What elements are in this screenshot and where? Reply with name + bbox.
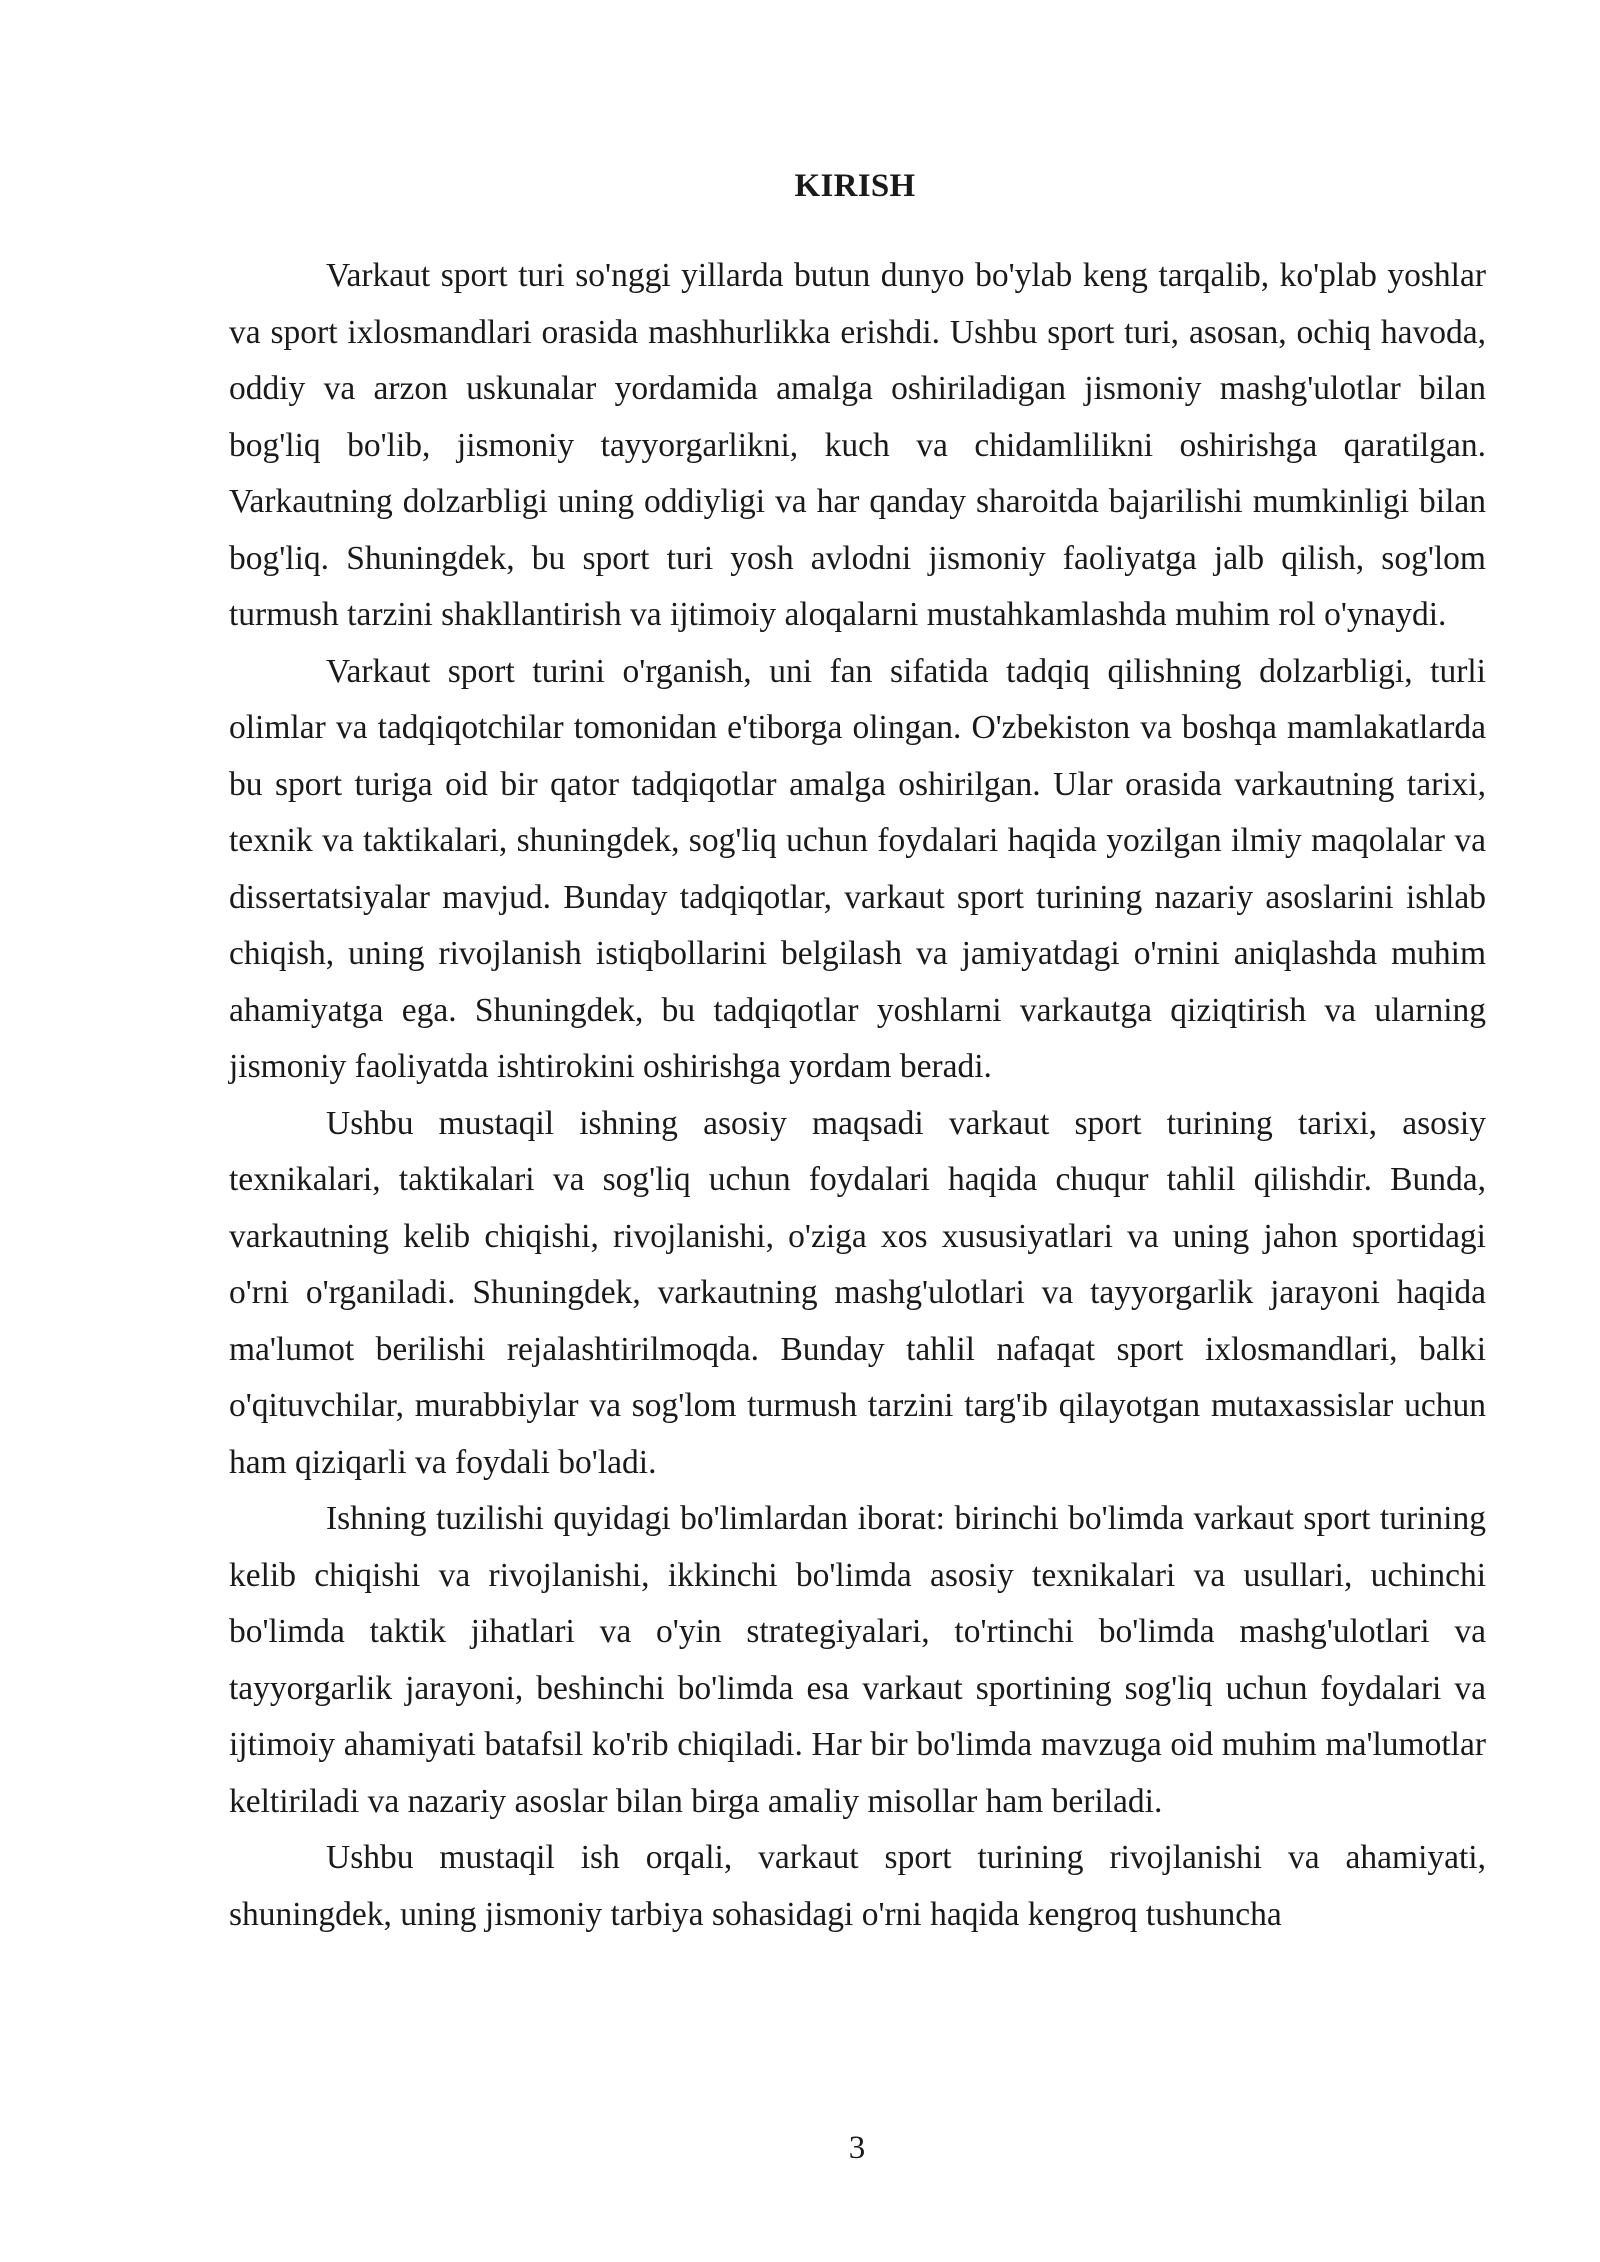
page-title: KIRISH — [794, 168, 916, 204]
page-number: 3 — [848, 2130, 866, 2166]
body-text — [229, 248, 1486, 1943]
paragraph-2: Varkaut sport turini o'rganish, uni fan sifatida tadqiq qilishning dolzarbligi, turli olimlar va tadqiqotchilar tomonidan e'tiborga olingan. O'zbekiston va boshqa mamlakatlarda bu sport turiga oid bir qator tadqiqotlar amalga oshirilgan. Ular orasida varkautning tarixi, texnik va taktikalari, shuningdek, sog'liq uchun foydalari haqida yozilgan ilmiy maqolalar va dissertatsiyalar mavjud. Bunday tadqiqotlar, varkaut sport turining nazariy asoslarini ishlab chiqish, uning rivojlanish istiqbollarini belgilash va jamiyatdagi o'rnini aniqlashda muhim ahamiyatga ega. Shuningdek, bu tadqiqotlar yoshlarni varkautga qiziqtirish va ularning jismoniy faoliyatda ishtirokini oshirishga yordam beradi. — [229, 652, 1486, 1085]
paragraph-5: Ushbu mustaqil ish orqali, varkaut sport turining rivojlanishi va ahamiyati, shuningdek, uning jismoniy tarbiya sohasidagi o'rni haqida kengroq tushuncha — [229, 1839, 1486, 1933]
paragraph-4: Ishning tuzilishi quyidagi bo'limlardan iborat: birinchi bo'limda varkaut sport turining kelib chiqishi va rivojlanishi, ikkinchi bo'limda asosiy texnikalari va usullari, uchinchi bo'limda taktik jihatlari va o'yin strategiyalari, to'rtinchi bo'limda mashg'ulotlari va tayyorgarlik jarayoni, beshinchi bo'limda esa varkaut sportining sog'liq uchun foydalari va ijtimoiy ahamiyati batafsil ko'rib chiqiladi. Har bir bo'limda mavzuga oid muhim ma'lumotlar keltiriladi va nazariy asoslar bilan birga amaliy misollar ham beriladi. — [229, 1500, 1486, 1820]
paragraph-3: Ushbu mustaqil ishning asosiy maqsadi varkaut sport turining tarixi, asosiy texnikalari, taktikalari va sog'liq uchun foydalari haqida chuqur tahlil qilishdir. Bunda, varkautning kelib chiqishi, rivojlanishi, o'ziga xos xususiyatlari va uning jahon sportidagi o'rni o'rganiladi. Shuningdek, varkautning mashg'ulotlari va tayyorgarlik jarayoni haqida ma'lumot berilishi rejalashtirilmoqda. Bunday tahlil nafaqat sport ixlosmandlari, balki o'qituvchilar, murabbiylar va sog'lom turmush tarzini targ'ib qilayotgan mutaxassislar uchun ham qiziqarli va foydali bo'ladi. — [229, 1104, 1486, 1481]
paragraph-1: Varkaut sport turi so'nggi yillarda butun dunyo bo'ylab keng tarqalib, ko'plab yoshlar va sport ixlosmandlari orasida mashhurlikka erishdi. Ushbu sport turi, asosan, ochiq havoda, oddiy va arzon uskunalar yordamida amalga oshiriladigan jismoniy mashg'ulotlar bilan bog'liq bo'lib, jismoniy tayyorgarlikni, kuch va chidamlilikni oshirishga qaratilgan. Varkautning dolzarbligi uning oddiyligi va har qanday sharoitda bajarilishi mumkinligi bilan bog'liq. Shuningdek, bu sport turi yosh avlodni jismoniy faoliyatga jalb qilish, sog'lom turmush tarzini shakllantirish va ijtimoiy aloqalarni mustahkamlashda muhim rol o'ynaydi. — [229, 257, 1486, 633]
